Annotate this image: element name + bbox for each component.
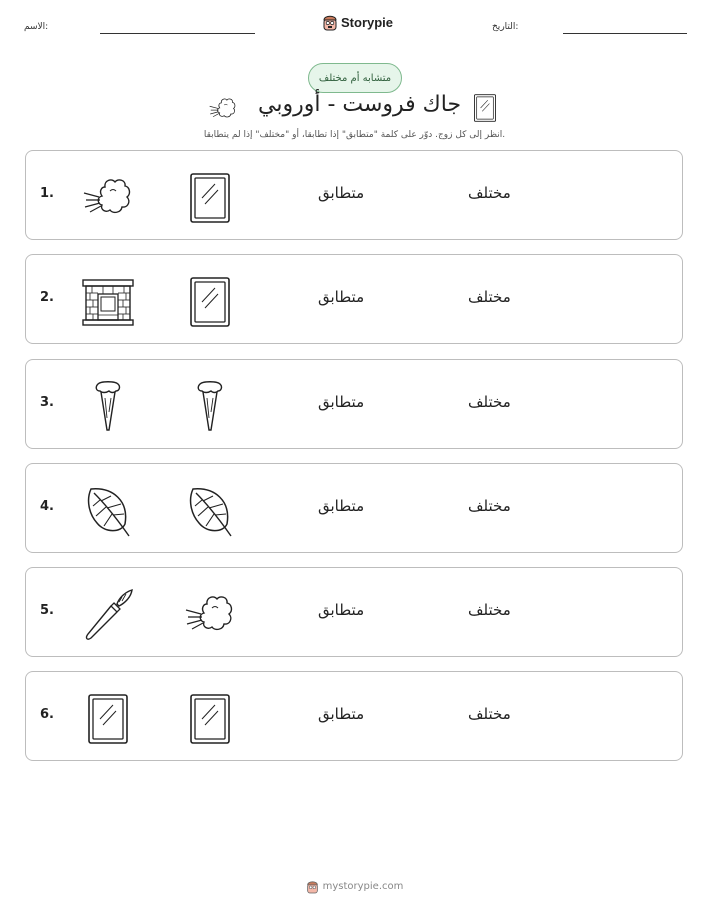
different-option[interactable]: مختلف [468,184,511,202]
pair-row-5 [25,567,683,657]
different-option[interactable]: مختلف [468,393,511,411]
row-number: 1. [40,186,54,201]
name-label: الاسم: [24,22,49,32]
pair-row-4 [25,463,683,553]
same-option[interactable]: متطابق [318,393,365,411]
date-line[interactable] [563,33,687,34]
pair-row-2 [25,254,683,344]
footer [0,879,709,894]
logo-text: Storypie [341,14,394,30]
same-option[interactable]: متطابق [318,497,365,515]
pair-row-1 [25,150,683,240]
pair-row-3 [25,359,683,449]
mirror-icon [81,692,135,746]
row-number: 4. [40,499,54,514]
different-option[interactable]: مختلف [468,497,511,515]
page-title: جاك فروست - أوروبي [258,92,462,117]
same-option[interactable]: متطابق [318,705,365,723]
instructions: انظر إلى كل زوج. دوّر على كلمة "متطابق" إذا تطابقا، أو "مختلف" إذا لم يتطابقا. [203,130,506,140]
row-number: 3. [40,395,54,410]
different-option[interactable]: مختلف [468,601,511,619]
date-label: التاريخ: [492,22,519,32]
paintbrush-icon [81,588,135,642]
mirror-icon [183,692,237,746]
icicle-icon [81,380,135,434]
footer-link[interactable]: mystorypie.com [322,881,404,892]
wind-icon [183,588,237,642]
storypie-logo [322,13,393,31]
title-row [0,90,709,126]
mirror-icon [183,275,237,329]
wind-icon [81,171,135,225]
row-number: 5. [40,603,54,618]
wind-icon [208,94,238,124]
pair-row-6 [25,671,683,761]
same-or-different-badge: متشابه أم مختلف [308,63,402,93]
icicle-icon [183,380,237,434]
leaf-icon [183,484,237,538]
mirror-icon [183,171,237,225]
name-line[interactable] [100,33,255,34]
mirror-icon [470,93,500,123]
different-option[interactable]: مختلف [468,288,511,306]
fireplace-icon [81,275,135,329]
storypie-mascot-icon [306,879,319,894]
same-option[interactable]: متطابق [318,601,365,619]
storypie-mascot-icon [322,13,338,31]
same-option[interactable]: متطابق [318,184,365,202]
row-number: 6. [40,707,54,722]
same-option[interactable]: متطابق [318,288,365,306]
different-option[interactable]: مختلف [468,705,511,723]
leaf-icon [81,484,135,538]
row-number: 2. [40,290,54,305]
